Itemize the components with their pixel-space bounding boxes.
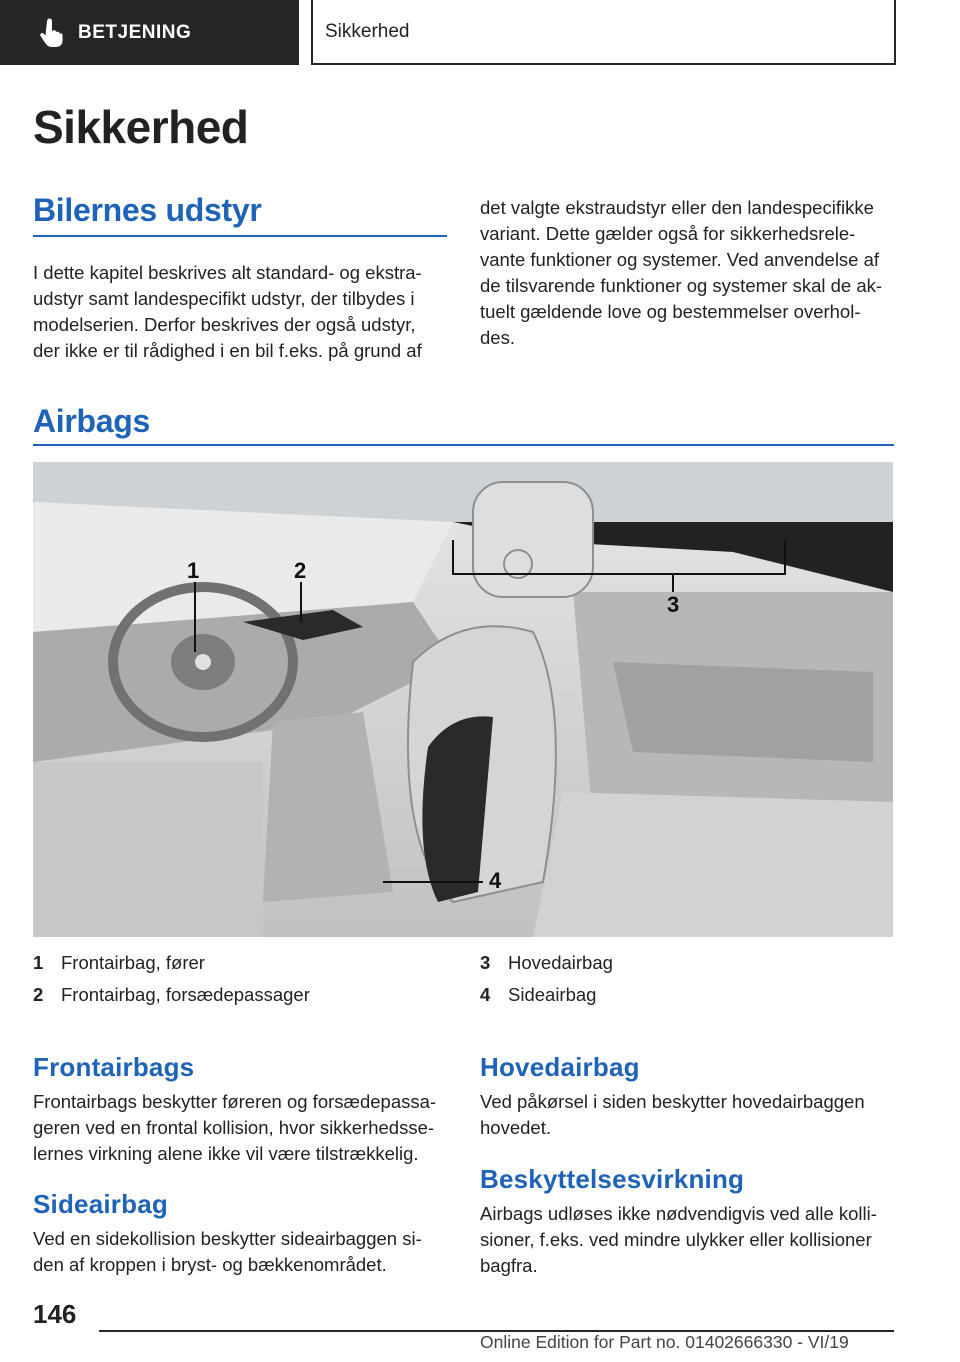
text-line: I dette kapitel beskrives alt standard- og ekstra- (33, 262, 422, 283)
text-line: sioner, f.eks. ved mindre ulykker eller kollisioner (480, 1229, 872, 1250)
text-line: hovedet. (480, 1117, 551, 1138)
callout-4: 4 (489, 868, 502, 893)
legend-label: Frontairbag, fører (61, 952, 205, 973)
airbag-illustration (33, 462, 893, 937)
hovedairbag-text (480, 1089, 900, 1141)
text-line: bagfra. (480, 1255, 538, 1276)
text-line: den af kroppen i bryst- og bækkenområdet. (33, 1254, 387, 1275)
heading-rule (33, 444, 894, 446)
beskyttelse-text (480, 1201, 900, 1279)
legend-number: 4 (480, 984, 491, 1005)
section-tab[interactable] (0, 0, 299, 65)
text-line: geren ved en frontal kollision, hvor sikkerhedsse- (33, 1117, 435, 1138)
text-line: tuelt gældende love og bestemmelser overhol- (480, 301, 861, 322)
legend-item (33, 952, 205, 974)
text-line: Ved påkørsel i siden beskytter hovedairbaggen (480, 1091, 865, 1112)
page-tab[interactable] (311, 0, 896, 65)
page-tab-label: Sikkerhed (325, 20, 410, 42)
callout-3: 3 (667, 592, 680, 617)
legend-item (480, 952, 613, 974)
text-line: lernes virkning alene ikke vil være tilstrækkelig. (33, 1143, 419, 1164)
text-line: udstyr samt landespecifikt udstyr, der tilbydes i (33, 288, 415, 309)
legend-label: Sideairbag (508, 984, 597, 1005)
heading-frontairbags: Frontairbags (33, 1052, 195, 1082)
callout-1: 1 (187, 558, 200, 583)
text-line: det valgte ekstraudstyr eller den landespecifikke (480, 197, 874, 218)
legend-number: 3 (480, 952, 491, 973)
heading-hovedairbag: Hovedairbag (480, 1052, 640, 1082)
callout-2: 2 (294, 558, 307, 583)
text-line: Airbags udløses ikke nødvendigvis ved alle kolli- (480, 1203, 877, 1224)
heading-sideairbag: Sideairbag (33, 1189, 168, 1219)
heading-rule (33, 235, 447, 237)
section-tab-label: BETJENING (78, 21, 192, 43)
legend-label: Frontairbag, forsædepassager (61, 984, 310, 1005)
frontairbags-text (33, 1089, 458, 1167)
heading-bilernes-udstyr: Bilernes udstyr (33, 192, 262, 228)
text-line: Ved en sidekollision beskytter sideairbaggen si- (33, 1228, 422, 1249)
sideairbag-text (33, 1226, 458, 1278)
text-line: der ikke er til rådighed i en bil f.eks. på grund af (33, 340, 422, 361)
heading-beskyttelsesvirkning: Beskyttelsesvirkning (480, 1164, 745, 1194)
udstyr-col2 (480, 195, 900, 351)
heading-airbags: Airbags (33, 403, 151, 439)
page-title: Sikkerhed (33, 101, 249, 153)
text-line: de tilsvarende funktioner og systemer skal de ak- (480, 275, 883, 296)
hand-pointer-icon (38, 18, 66, 48)
legend-label: Hovedairbag (508, 952, 613, 973)
udstyr-col1 (33, 260, 453, 364)
legend-number: 2 (33, 984, 44, 1005)
legend-number: 1 (33, 952, 44, 973)
text-line: modelserien. Derfor beskrives der også udstyr, (33, 314, 416, 335)
text-line: des. (480, 327, 515, 348)
text-line: variant. Dette gælder også for sikkerhedsrele- (480, 223, 856, 244)
text-line: Frontairbags beskytter føreren og forsædepassa- (33, 1091, 437, 1112)
legend-item (480, 984, 596, 1006)
text-line: vante funktioner og systemer. Ved anvendelse af (480, 249, 880, 270)
legend-item (33, 984, 310, 1006)
page-number: 146 (33, 1299, 77, 1329)
footer-edition-text: Online Edition for Part no. 01402666330 - VI/19 (480, 1332, 849, 1352)
